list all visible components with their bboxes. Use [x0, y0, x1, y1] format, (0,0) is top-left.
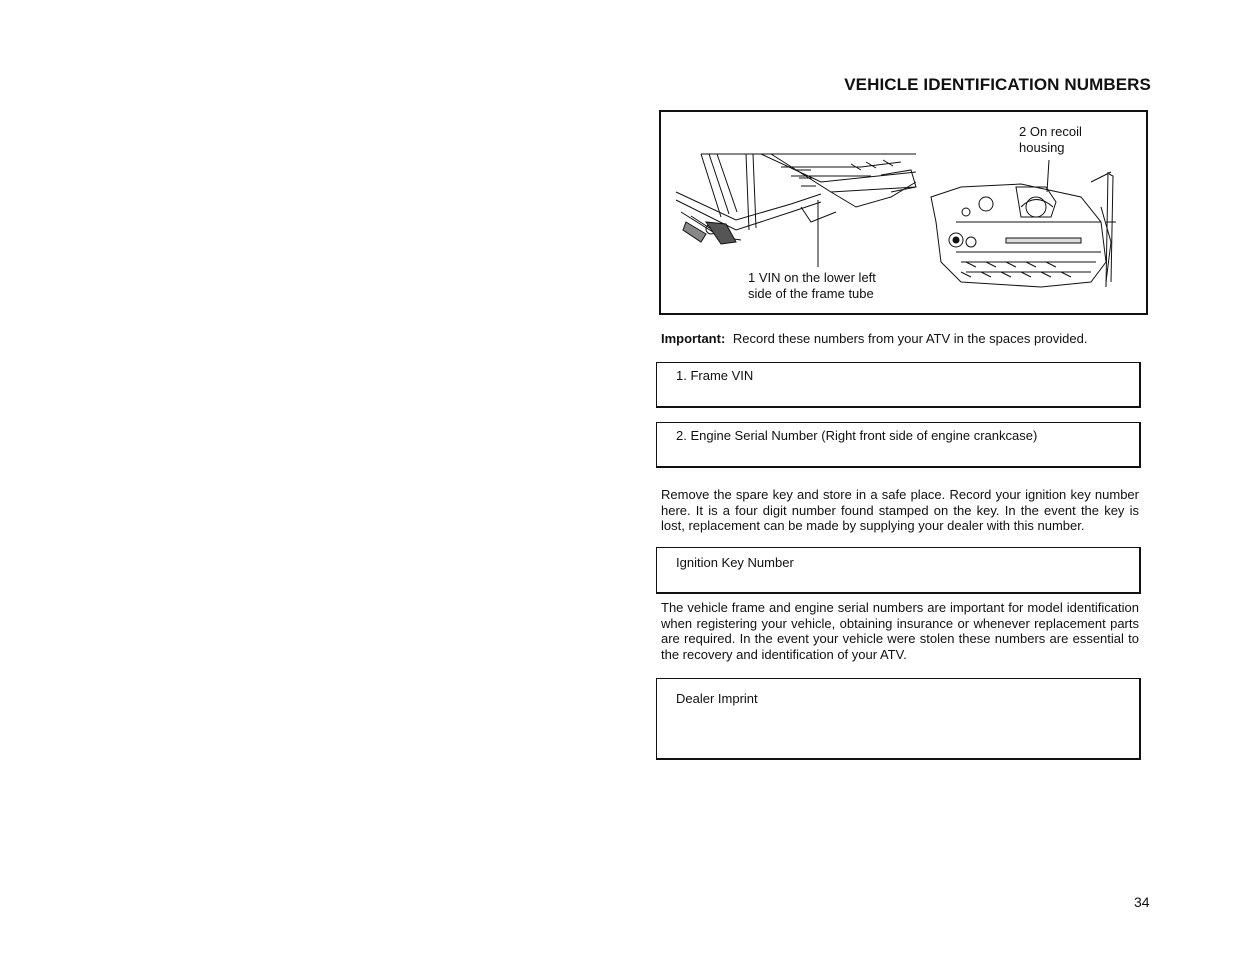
recoil-housing-drawing — [931, 172, 1116, 287]
ignition-key-field[interactable] — [656, 547, 1141, 594]
vin-location-figure — [659, 110, 1148, 315]
serial-importance-paragraph: The vehicle frame and engine serial numbers are important for model identification when registering your vehicle, obtaining insurance or whenever replacement parts are required. In the event your vehicle were stolen these numbers are essential to the recovery and identification of your ATV. — [661, 600, 1139, 662]
page-number: 34 — [1134, 894, 1150, 910]
page-title: VEHICLE IDENTIFICATION NUMBERS — [844, 75, 1151, 94]
callout-2-line-1: 2 On recoil — [1019, 124, 1082, 139]
engine-serial-field[interactable] — [656, 422, 1141, 468]
dealer-imprint-label: Dealer Imprint — [676, 691, 758, 706]
frame-vin-field[interactable] — [656, 362, 1141, 408]
callout-recoil-housing — [1019, 124, 1109, 156]
callout-1-line-2: side of the frame tube — [748, 286, 874, 301]
callout-2-leader — [1047, 160, 1049, 192]
engine-serial-label: 2. Engine Serial Number (Right front side of engine crankcase) — [676, 428, 1038, 443]
important-note — [661, 331, 1141, 346]
important-label: Important: — [661, 331, 726, 346]
callout-1-line-1: 1 VIN on the lower left — [748, 270, 876, 285]
callout-2-line-2: housing — [1019, 140, 1065, 155]
dealer-imprint-field[interactable] — [656, 678, 1141, 760]
frame-vin-label: 1. Frame VIN — [676, 368, 754, 383]
spare-key-paragraph: Remove the spare key and store in a safe place. Record your ignition key number here. It is a four digit number found stamped on the key. In the event the key is lost, replacement can be made by supplying your dealer with this number. — [661, 487, 1139, 533]
frame-tube-drawing — [676, 154, 916, 244]
ignition-key-label: Ignition Key Number — [676, 555, 794, 570]
important-text: Record these numbers from your ATV in the spaces provided. — [732, 331, 1088, 346]
callout-frame-tube — [748, 270, 908, 302]
